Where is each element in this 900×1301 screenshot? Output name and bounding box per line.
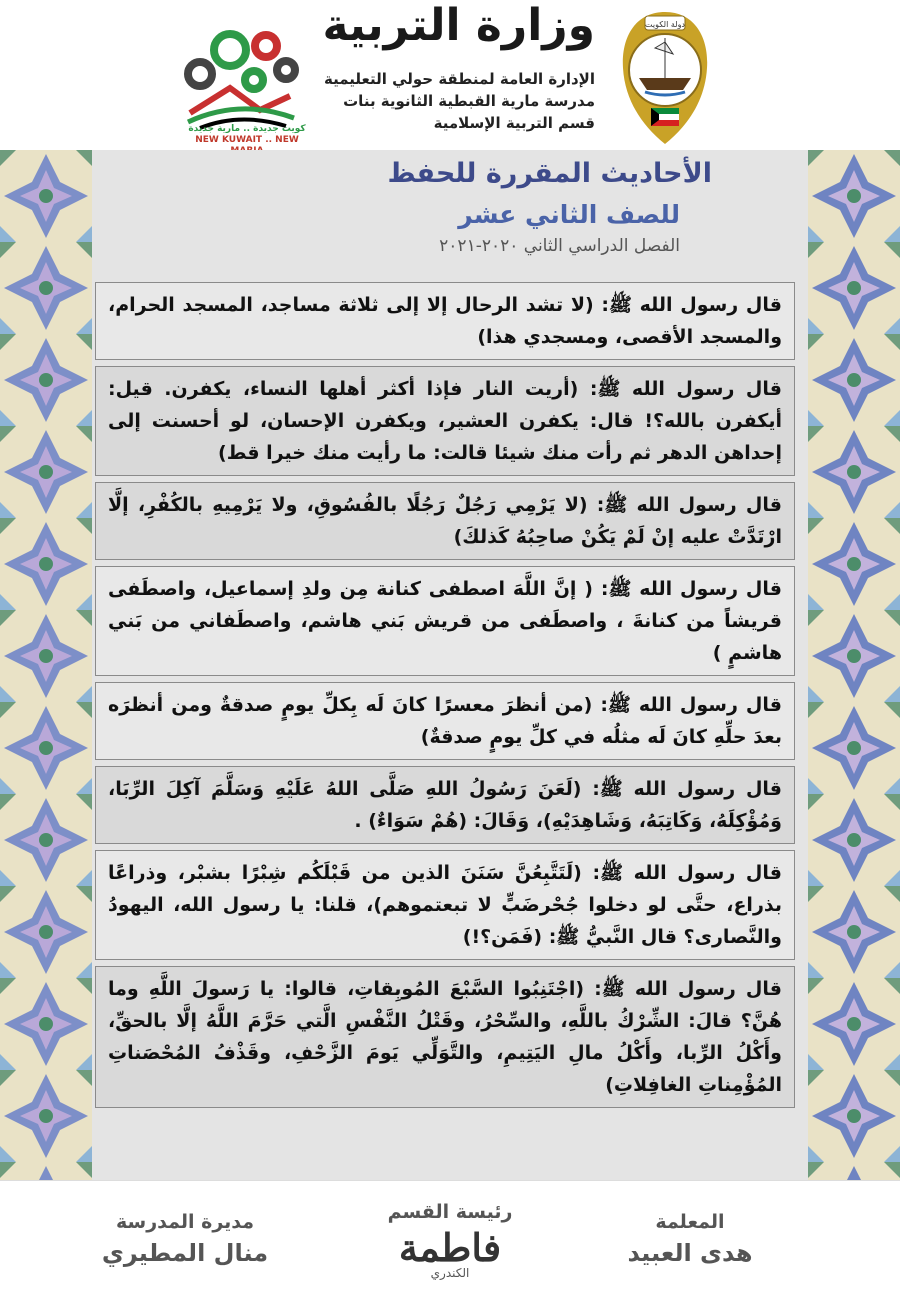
logo-caption-ar: كويت جديدة .. مارية جديدة — [188, 124, 306, 134]
signature-department-head — [360, 1201, 540, 1280]
signature-teacher — [600, 1211, 780, 1267]
header-line-department: قسم التربية الإسلامية — [433, 114, 595, 132]
page-header — [0, 0, 900, 150]
principal-name: منال المطيري — [101, 1239, 269, 1267]
principal-role: مديرة المدرسة — [115, 1211, 255, 1233]
header-line-school: مدرسة مارية القبطية الثانوية بنات — [343, 92, 595, 110]
kuwait-emblem-icon — [615, 8, 715, 148]
hadith-box: قال رسول الله ﷺ: (أريت النار فإذا أكثر أهلها النساء، يكفرن. قيل: أيكفرن بالله؟! قال: يكفرن العشير، ويكفرن الإحسان، لو أحسنت إلى إحداهن الدهر ثم رأت منك شيئا قالت: ما رأيت منك خيرا قط) — [95, 366, 795, 476]
emblem-label: دولة الكويت — [645, 20, 685, 29]
hadith-box: قال رسول الله ﷺ: (لا تشد الرحال إلا إلى ثلاثة مساجد، المسجد الحرام، والمسجد الأقصى، ومسجدي هذا) — [95, 282, 795, 360]
head-role: رئيسة القسم — [387, 1201, 513, 1223]
hadith-box: قال رسول الله ﷺ: ( إنَّ اللَّهَ اصطفى كنانة مِن ولدِ إسماعيل، واصطَفى قريشاً من كنانةَ ، واصطَفى من قريش بَني هاشم، واصطَفاني من بَني هاشمٍ ) — [95, 566, 795, 676]
grade-title: للصف الثاني عشر — [458, 200, 680, 229]
head-name-sub: الكندري — [430, 1266, 470, 1280]
hadith-box: قال رسول الله ﷺ: (لَتَتَّبِعُنَّ سَنَنَ الذين من قَبْلَكُم شِبْرًا بشبْر، وذراعًا بذراع، حتَّى لو دخلوا جُحْرضَبٍّ لا تبعتموهم)، قلنا: يا رسول الله، اليهودُ والنَّصارى؟ قال النَّبيُّ ﷺ: (فَمَن؟!) — [95, 850, 795, 960]
content-panel — [92, 150, 808, 1180]
term-label: الفصل الدراسي الثاني ٢٠٢٠-٢٠٢١ — [439, 236, 680, 256]
signature-principal — [95, 1211, 275, 1267]
hadith-box: قال رسول الله ﷺ: (لَعَنَ رَسُولُ اللهِ صَلَّى اللهُ عَلَيْهِ وَسَلَّمَ آكِلَ الرِّبَا، وَمُؤْكِلَهُ، وَكَاتِبَهُ، وَشَاهِدَيْهِ)، وَقَالَ: (هُمْ سَوَاءٌ) . — [95, 766, 795, 844]
signature-footer — [0, 1180, 900, 1301]
hadith-box: قال رسول الله ﷺ: (لا يَرْمِي رَجُلٌ رَجُلًا بالفُسُوقِ، ولا يَرْمِيهِ بالكُفْرِ، إلَّا ارْتَدَّتْ عليه إنْ لَمْ يَكُنْ صاحِبُهُ كَذلكَ) — [95, 482, 795, 560]
head-name: فاطمة — [398, 1225, 502, 1270]
hadith-box: قال رسول الله ﷺ: (اجْتَنِبُوا السَّبْعَ المُوبِقاتِ، قالوا: يا رَسولَ اللَّهِ وما هُنَّ؟ قالَ: الشِّرْكُ باللَّهِ، والسِّحْرُ، وقَتْلُ النَّفْسِ الَّتي حَرَّمَ اللَّهُ إلَّا بالحقِّ، وأَكْلُ الرِّبا، وأَكْلُ مالِ اليَتِيمِ، والتَّوَلِّي يَومَ الزَّحْفِ، وقَذْفُ المُحْصَناتِ المُؤْمِناتِ الغافِلاتِ) — [95, 966, 795, 1108]
arabesque-tiles-right-icon — [808, 150, 900, 1180]
arabesque-tiles-left-icon — [0, 150, 92, 1180]
tile-border-left — [0, 150, 92, 1180]
hadith-box: قال رسول الله ﷺ: (من أنظرَ معسرًا كانَ لَه بِكلِّ يومٍ صدقةٌ ومن أنظرَه بعدَ حلِّهِ كانَ لَه مثلُه في كلِّ يومٍ صدقةٌ) — [95, 682, 795, 760]
logo-caption-en: NEW KUWAIT .. NEW — [195, 135, 299, 145]
teacher-role: المعلمة — [655, 1211, 725, 1233]
teacher-name: هدى العبيد — [627, 1239, 753, 1267]
tile-border-right — [808, 150, 900, 1180]
hadith-list — [95, 282, 795, 1114]
header-sublines — [295, 68, 595, 134]
header-line-directorate: الإدارة العامة لمنطقة حولي التعليمية — [323, 70, 595, 88]
ministry-title: وزارة التربية — [322, 0, 595, 51]
page-title: الأحاديث المقررة للحفظ — [387, 158, 712, 189]
